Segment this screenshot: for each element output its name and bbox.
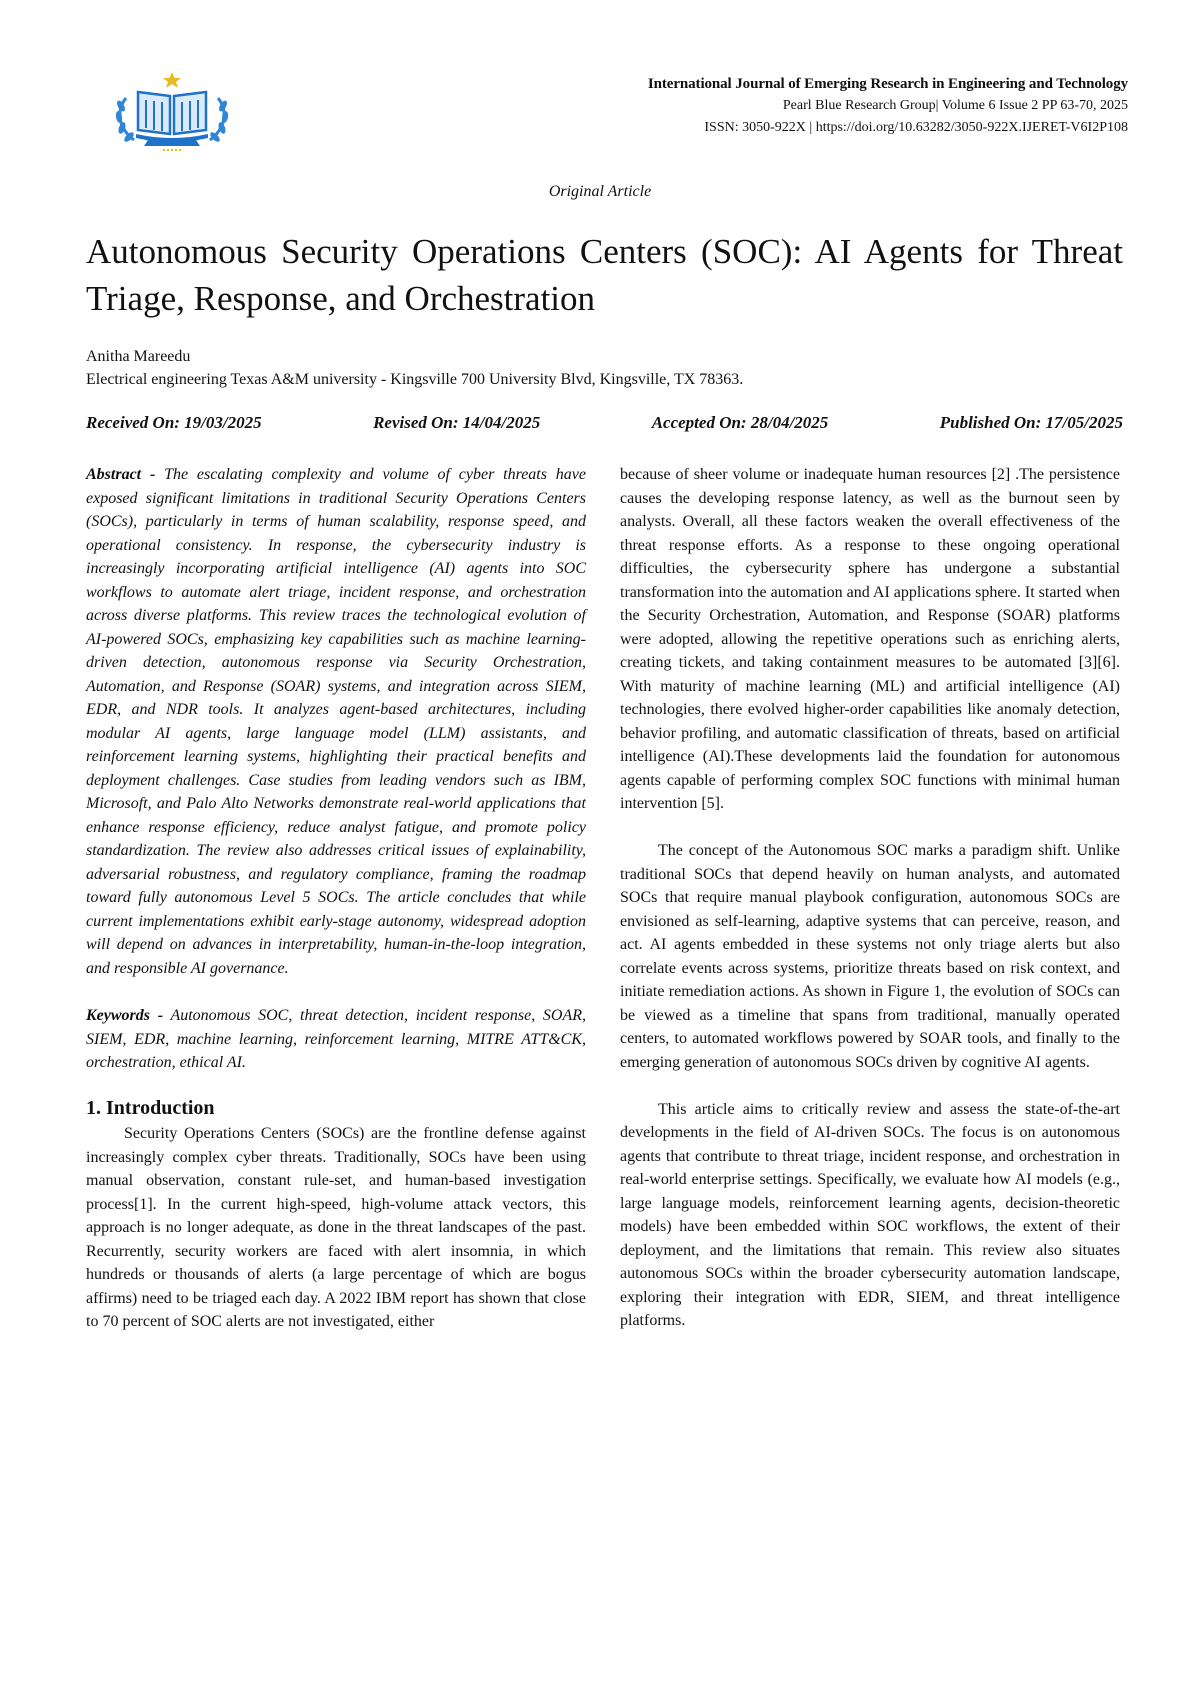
- revised-date: Revised On: 14/04/2025: [373, 413, 541, 432]
- keywords: [86, 1004, 586, 1075]
- abstract-text: The escalating complexity and volume of cyber threats have exposed significant limitations in traditional Security Operations Centers (SOCs), particularly in terms of human scalability, response speed, and operational consistency. In response, the cybersecurity industry is increasingly incorporating artificial intelligence (AI) agents into SOC workflows to automate alert triage, incident response, and orchestration across diverse platforms. This review traces the technological evolution of AI-powered SOCs, emphasizing key capabilities such as machine learning-driven detection, autonomous response via Security Orchestration, Automation, and Response (SOAR) systems, and integration across SIEM, EDR, and NDR tools. It analyzes agent-based architectures, including modular AI agents, large language model (LLM) assistants, and reinforcement learning systems, highlighting their practical benefits and deployment challenges. Case studies from leading vendors such as IBM, Microsoft, and Palo Alto Networks demonstrate real-world applications that enhance response efficiency, reduce analyst fatigue, and promote policy standardization. The review also addresses critical issues of explainability, adversarial robustness, and regulatory compliance, framing the roadmap toward fully autonomous Level 5 SOCs. The article concludes that while current implementations exhibit early-stage autonomy, widespread adoption will depend on advances in interpretability, human-in-the-loop integration, and responsible AI governance.: [86, 466, 587, 977]
- journal-logo: [112, 70, 236, 152]
- article-type: Original Article: [548, 183, 652, 200]
- intro-paragraph-2: The concept of the Autonomous SOC marks a paradigm shift. Unlike traditional SOCs that depend heavily on human analysts, and automated SOCs that require manual playbook configuration, autonomous SOCs are envisioned as self-learning, adaptive systems that can perceive, reason, and act. AI agents embedded in these systems not only triage alerts but also correlate events across systems, prioritize threats based on risk context, and initiate remediation actions. As shown in Figure 1, the evolution of SOCs can be viewed as a timeline that spans from traditional, manually operated centers, to automated workflows powered by SOAR tools, and finally to the emerging generation of autonomous SOCs driven by cognitive AI agents.: [620, 842, 1120, 1071]
- star-icon: [163, 72, 181, 88]
- received-date: Received On: 19/03/2025: [86, 413, 262, 432]
- paper-title: Autonomous Security Operations Centers (SOC): AI Agents for Threat Triage, Response, and Orchestration: [86, 232, 1123, 318]
- intro-paragraph-1: Security Operations Centers (SOCs) are the frontline defense against increasingly complex cyber threats. Traditionally, SOCs have been using manual observation, constant rule-set, and human-based investigation process[1]. In the current high-speed, high-volume attack vectors, this approach is no longer adequate, as done in the threat landscapes of the past. Recurrently, security workers are faced with alert insomnia, in which hundreds or thousands of alerts (a large percentage of which are bogus affirms) need to be triaged each day. A 2022 IBM report has shown that close to 70 percent of SOC alerts are not investigated, either: [86, 1125, 586, 1330]
- publication-dates: [86, 413, 1123, 433]
- abstract: [86, 463, 586, 980]
- journal-name: International Journal of Emerging Research in Engineering and Technology: [647, 76, 1128, 92]
- author-affiliation: Electrical engineering Texas A&M university - Kingsville 700 University Blvd, Kingsville, TX 78363.: [86, 371, 744, 388]
- right-column: [620, 463, 1120, 1333]
- left-column: [86, 463, 586, 1334]
- published-date: Published On: 17/05/2025: [939, 413, 1123, 432]
- abstract-label: Abstract -: [86, 466, 156, 483]
- journal-header: [648, 73, 1128, 139]
- intro-paragraph-3: This article aims to critically review and assess the state-of-the-art developments in the field of AI-driven SOCs. The focus is on autonomous agents that contribute to threat triage, incident response, and orchestration in real-world enterprise settings. Specifically, we evaluate how AI models (e.g., large language models, reinforcement learning agents, decision-theoretic models) have been embedded within SOC workflows, the extent of their deployment, and the limitations that remain. This review also situates autonomous SOCs within the broader cybersecurity automation landscape, exploring their integration with EDR, SIEM, and threat intelligence platforms.: [620, 1100, 1120, 1329]
- author-block: [86, 345, 743, 391]
- accepted-date: Accepted On: 28/04/2025: [651, 413, 829, 432]
- intro-paragraph-1-continued: because of sheer volume or inadequate human resources [2] .The persistence causes the developing response latency, as well as the burnout seen by analysts. Overall, all these factors weaken the overall effectiveness of the threat response efforts. As a response to these ongoing operational difficulties, the cybersecurity sphere has undergone a substantial transformation into the automation and AI applications sphere. It started when the Security Orchestration, Automation, and Response (SOAR) platforms were adopted, allowing the repetitive operations such as enriching alerts, creating tickets, and taking containment measures to be automated [3][6]. With maturity of machine learning (ML) and artificial intelligence (AI) technologies, there evolved higher-order capabilities like anomaly detection, behavior profiling, and automatic classification of threats, based on artificial intelligence (AI).These developments laid the foundation for autonomous agents capable of performing complex SOC functions with minimal human intervention [5].: [620, 466, 1120, 812]
- publisher-line: Pearl Blue Research Group| Volume 6 Issue 2 PP 63-70, 2025: [782, 98, 1128, 113]
- open-book-laurel-icon: [112, 70, 236, 152]
- keywords-label: Keywords -: [86, 1007, 164, 1024]
- section-heading-introduction: 1. Introduction: [86, 1096, 215, 1119]
- issn-doi-line[interactable]: ISSN: 3050-922X | https://doi.org/10.63282/3050-922X.IJERET-V6I2P108: [704, 120, 1128, 135]
- keywords-text: Autonomous SOC, threat detection, incident response, SOAR, SIEM, EDR, machine learning, reinforcement learning, MITRE ATT&CK, orchestration, ethical AI.: [86, 1007, 587, 1071]
- author-name: Anitha Mareedu: [86, 348, 191, 365]
